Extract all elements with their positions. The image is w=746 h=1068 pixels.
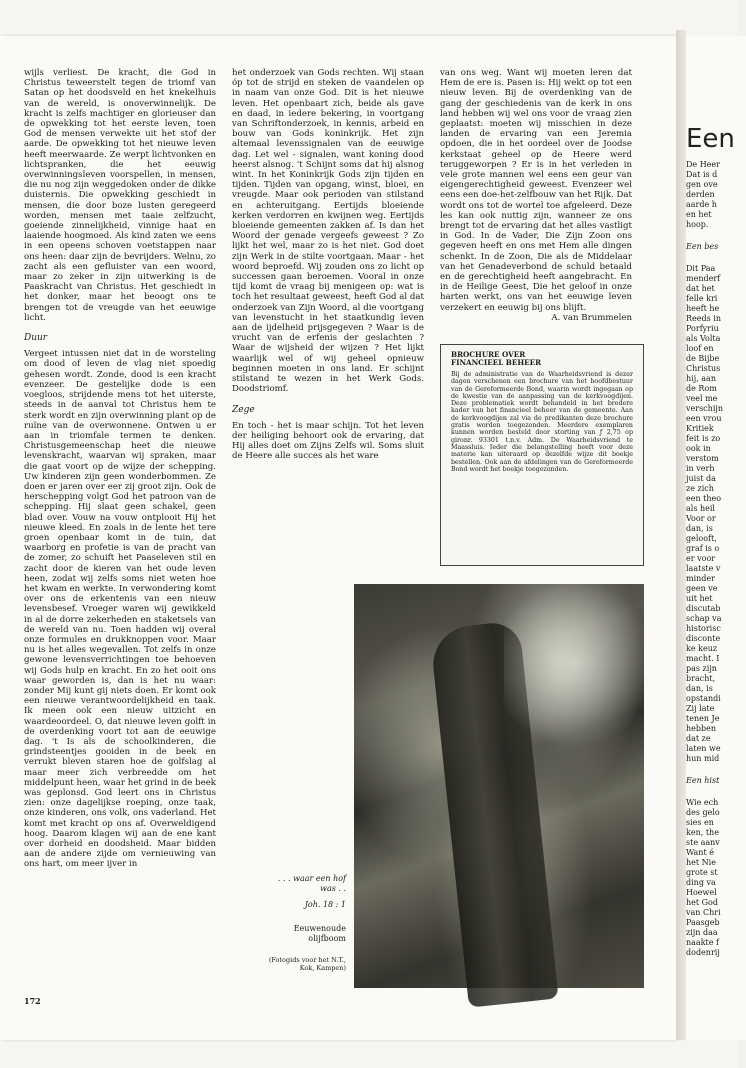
right-line: des gelo bbox=[686, 808, 720, 817]
right-line: Wie ech bbox=[686, 798, 719, 807]
right-line: historisc bbox=[686, 624, 721, 633]
right-line: en het bbox=[686, 210, 712, 219]
right-line: dat het bbox=[686, 284, 715, 293]
photo-credit: (Fotogids voor het N.T., Kok, Kampen) bbox=[268, 956, 346, 972]
article-author: A. van Brummelen bbox=[551, 312, 632, 323]
section-heading-zege: Zege bbox=[232, 404, 255, 415]
right-line: uit het bbox=[686, 594, 713, 603]
right-line: ook in bbox=[686, 444, 711, 453]
column-1 bbox=[24, 68, 216, 870]
right-line: als heil bbox=[686, 504, 715, 513]
right-subheading: Een hist bbox=[686, 776, 720, 785]
right-line: veel me bbox=[686, 394, 718, 403]
right-line: laten we bbox=[686, 744, 721, 753]
right-line: in verh bbox=[686, 464, 715, 473]
notice-title bbox=[451, 351, 633, 367]
right-line: Zij late bbox=[686, 704, 715, 713]
right-line: loof en bbox=[686, 344, 714, 353]
right-line: hoop. bbox=[686, 220, 709, 229]
right-line: aarde h bbox=[686, 200, 717, 209]
foliage-shape bbox=[504, 584, 644, 784]
right-line: dan, is bbox=[686, 524, 713, 533]
right-line: als Volta bbox=[686, 334, 721, 343]
right-line: Christus bbox=[686, 364, 721, 373]
right-line: discutab bbox=[686, 604, 721, 613]
right-line: gen ove bbox=[686, 180, 718, 189]
right-gap bbox=[686, 230, 738, 242]
right-subheading: Een bes bbox=[686, 242, 719, 251]
right-line: Voor or bbox=[686, 514, 716, 523]
photo-caption bbox=[254, 874, 346, 972]
right-line: verschijn bbox=[686, 404, 724, 413]
right-line: De Heer bbox=[686, 160, 720, 169]
right-line: juist da bbox=[686, 474, 716, 483]
right-line: geen ve bbox=[686, 584, 718, 593]
right-line: heeft he bbox=[686, 304, 720, 313]
right-line: hij, aan bbox=[686, 374, 716, 383]
right-line: pas zijn bbox=[686, 664, 717, 673]
right-line: Reeds in bbox=[686, 314, 721, 323]
right-line: minder bbox=[686, 574, 715, 583]
col2-paragraph-2: En toch - het is maar schijn. Tot het leven der heiliging behoort ook de ervaring, dat Hij alles doet om Zijns Zelfs wil. Soms sluit de Heere alle succes als het ware bbox=[232, 420, 424, 462]
caption-reference: Joh. 18 : 1 bbox=[304, 900, 346, 909]
column-2 bbox=[232, 68, 424, 548]
right-line: dat ze bbox=[686, 734, 711, 743]
right-line: schap va bbox=[686, 614, 722, 623]
page-number: 172 bbox=[24, 996, 41, 1006]
right-line: ze zich bbox=[686, 484, 714, 493]
right-line: grote st bbox=[686, 868, 718, 877]
right-gap bbox=[686, 252, 738, 264]
caption-label-2: olijfboom bbox=[308, 934, 346, 943]
right-line: hebben bbox=[686, 724, 717, 733]
right-line: verstom bbox=[686, 454, 719, 463]
right-line: Dit Paa bbox=[686, 264, 716, 273]
right-line: een theo bbox=[686, 494, 722, 503]
right-line: felle kri bbox=[686, 294, 718, 303]
notice-title-line-2: FINANCIEEL BEHEER bbox=[451, 358, 542, 367]
right-gap bbox=[686, 786, 738, 798]
right-line: Paasgeb bbox=[686, 918, 720, 927]
right-line: ste aanv bbox=[686, 838, 720, 847]
right-line: ding va bbox=[686, 878, 716, 887]
right-line: macht. I bbox=[686, 654, 720, 663]
right-line: naakte f bbox=[686, 938, 719, 947]
column-3 bbox=[440, 68, 632, 344]
right-line: zijn daa bbox=[686, 928, 718, 937]
right-line: feit is zo bbox=[686, 434, 721, 443]
right-line: een vrou bbox=[686, 414, 722, 423]
book-gutter bbox=[676, 30, 686, 1040]
right-line: er voor bbox=[686, 554, 716, 563]
caption-quote-line-1: . . . waar een hof bbox=[277, 874, 346, 883]
right-line: dodenrij bbox=[686, 948, 720, 957]
right-gap bbox=[686, 764, 738, 776]
brochure-notice-box bbox=[440, 344, 644, 566]
right-line: ke keuz bbox=[686, 644, 718, 653]
caption-label-1: Eeuwenoude bbox=[293, 924, 346, 933]
right-line: dan, is bbox=[686, 684, 713, 693]
col3-paragraph-1: van ons weg. Want wij moeten leren dat Hem de ere is. Pasen is: Hij wekt op tot een nieuw leven. Bij de overdenking van de gang der geschiedenis van de kerk in ons land hebben wij wel ons voor de vraag zien geplaatst: moeten wij misschien in deze landen de ervaring van een Jeremia opdoen, die in het oordeel over de Joodse kerkstaat geheel op de Heere werd teruggeworpen ? Er is in het verleden in vele grote mannen wel eens een geur van eigengerechtigheid geweest. Evenzeer wel eens een doe-het-zelfbouw van het Rijk. Dat wordt ons tot de wortel toe afgeleerd. Deze les kan ook nuttig zijn, wanneer ze ons brengt tot de ervaring dat het alles vastligt in God. In de Vader, Die Zijn Zoon ons gegeven heeft en ons met Hem alle dingen schenkt. In de Zoon, Die als de Middelaar van het Genadeverbond de schuld betaald en de gerechtigheid heeft aangebracht. En in de Heilige Geest, Die het geloof in onze harten werkt, ons van het eeuwige leven verzekert en eeuwig bij ons blijft. bbox=[440, 68, 632, 313]
right-line: van Chri bbox=[686, 908, 721, 917]
right-line: ken, the bbox=[686, 828, 719, 837]
col1-paragraph-1: wijls verliest. De kracht, die God in Christus teweerstelt tegen de triomf van Satan op het doodsveld en het knekelhuis van de wereld, is onoverwinnelijk. De kracht is zelfs machtiger en glorieuser dan de opwekking tot het eerste leven, toen God de mensen verwekte uit het stof der aarde. De opwekking tot het nieuwe leven heeft meerwaarde. Ze werpt lichtvonken en lichtspranken, die het eeuwig overwinningsleven voorspellen, in mensen, die nu nog zijn weggedoken onder de dikke duisternis. Die opwekking geschiedt in mensen, die door boze lusten geregeerd worden, mensen met taaie zelfzucht, goeiende zinnelijkheid, vinnige haat en laaiende hoogmoed. Als kind zaten we eens in een opeens schoven voetstappen naar ons heen: daar zijn de bevrijders. Welnu, zo zacht als een gefluister van een woord, maar zo zeker in zijn uitwerking is de Paaskracht van Christus. Het geschiedt in het donker, maar het beoogt ons te brengen tot de vreugde van het eeuwige licht. bbox=[24, 68, 216, 323]
right-line: Want é bbox=[686, 848, 714, 857]
notice-body: Bij de administratie van de Waarheidsvriend is dezer dagen verschenen een brochure van het hoofdbestuur van de Gereformeerde Bond, waarin wordt ingegaan op de kwestie van de aanpassing van de kerkvoogdijen. Deze problematiek wordt behandeld in het bredere kader van het financieel beheer van de gemeente. Aan de kerkvoogdijen zal via de predikanten deze brochure gratis worden toegezonden. Meerdere exemplaren kunnen worden besteld door storting van ƒ 2,75 op gironr. 93301 t.n.v. Adm. De Waarheidsvriend te Maassluis. Ieder die belangstelling heeft voor deze materie kan uiteraard op dezelfde wijze dit boekje bestellen. Ook aan de afdelingen van de Gereformeerde Bond wordt het boekje toegezonden. bbox=[451, 371, 633, 473]
right-line: hun mid bbox=[686, 754, 720, 763]
right-line: het God bbox=[686, 898, 718, 907]
right-line: de Rom bbox=[686, 384, 717, 393]
right-line: graf is o bbox=[686, 544, 720, 553]
right-line: Hoewel bbox=[686, 888, 717, 897]
right-line: bracht, bbox=[686, 674, 716, 683]
right-line: Porfyriu bbox=[686, 324, 719, 333]
caption-quote-line-2: was . . bbox=[320, 884, 346, 893]
right-line: opstandi bbox=[686, 694, 721, 703]
right-line: laatste v bbox=[686, 564, 721, 573]
right-line: derden bbox=[686, 190, 715, 199]
right-line: Dat is d bbox=[686, 170, 718, 179]
right-line: menderf bbox=[686, 274, 721, 283]
col1-paragraph-2: Vergeet intussen niet dat in de worsteling om dood of leven de vlag niet spoedig gehesen wordt. Zonde, dood is een kracht evenzeer. De gestelijke dode is een voegloos, strijdende mens tot het uiterste, steeds in de aanval tot Christus hem te sterk wordt en zijn overwinning plant op de ruïne van de overwonnene. Ontwen u er aan in triomfale termen te denken. Christusgemeenschap heet die nieuwe levenskracht, waarvan wij spraken, maar die gaat voort op de wijze der schepping. Uw kinderen zijn geen wonderbommen. Ze doen er jaren over eer zij groot zijn. Ook de herschepping volgt God het patroon van de schepping. Hij slaat geen schakel, geen blad over. Vouw na vouw ontplooit Hij het nieuwe kleed. En zoals in de lente het tere groen openbaar komt in de tuin, dat waarborg en profetie is van de pracht van de zomer, zo schuift het Paaseleven stil en zacht door de kieren van het oude leven heen, zodat wij zelfs soms niet weten hoe het kwam en werkte. In verwondering komt over ons de erkentenis van een nieuw levensbesef. Vroeger waren wij gewikkeld in al de dorre zekerheden en staketsels van de wereld van nu. Toen hadden wij overal onze formules en drukknoppen voor. Maar nu is het alles wegevallen. Tot zelfs in onze gewone levensverrichtingen toe behoeven wij Gods hulp en kracht. En zo het ooit ons waar geworden is, dan is het nu waar: zonder Mij kunt gij niets doen. Er komt ook een nieuwe verantwoordelijkheid en taak. Ik meen ook een nieuw uitzicht en waardeoordeel. O, dat nieuwe leven golft in de overdenking voort tot aan de eeuwige dag. 't Is als de schoolkinderen, die grindsteentjes gooiden in de beek en verrukt bleven staren hoe de golfslag al maar meer zich verbreedde om het middelpunt heen, waar het grind in de beek was geplonsd. God leert ons in Christus zien: onze dagelijkse roeping, onze taak, onze kinderen, ons volk, ons vaderland. Het komt met kracht op ons af. Overweldigend hoog. Daarom klagen wij aan de ene kant over dorheid en doodsheid. Maar bidden aan de andere zijde om vernieuwing van ons hart, om meer ijver in bbox=[24, 349, 216, 870]
olive-tree-photo bbox=[354, 584, 644, 988]
right-line: tenen Je bbox=[686, 714, 720, 723]
col2-paragraph-1: het onderzoek van Gods rechten. Wij staan óp tot de strijd en steken de vaandelen op in naam van onze God. Dit is het nieuwe leven. Het openbaart zich, beide als gave en daad, in iedere bekering, in voortgang van Schriftonderzoek, in kennis, arbeid en bouw van Gods koninkrijk. Het zijn altemaal levenssignalen van de eeuwige dag. Let wel - signalen, want koning dood heerst alsnog. 't Schijnt soms dat hij alsnog wint. In het Koninkrijk Gods zijn tijden en tijden. Tijden van opgang, winst, bloei, en vreugde. Maar ook perioden van stilstand en achteruitgang. Eertijds bloeiende kerken verdorren en kwijnen weg. Eertijds bloeiende gemeenten zakken af. Is dan het Woord der genade vergeefs geweest ? Zo lijkt het wel, maar zo is het niet. God doet zijn Werk in de stilte voortgaan. Maar - het woord beproefd. Wij zouden ons zo licht op successen gaan beroemen. Vooral in onze tijd komt de vraag bij menigeen op: wat is toch het resultaat geweest, heeft God al dat onderzoek van Zijn Woord, al die voortgang van levenstucht in het staatkundig leven aan de ijdelheid prijsgegeven ? Waar is de vrucht van de erfenis der geslachten ? Waar de wijsheid der wijzen ? Het lijkt waarlijk wel of wij geheel opnieuw beginnen moeten in ons land. Er schijnt stilstand te wezen in het Werk Gods. Doodstriomf. bbox=[232, 68, 424, 395]
right-line: gelooft, bbox=[686, 534, 717, 543]
right-line: disconte bbox=[686, 634, 721, 643]
right-line: het Nie bbox=[686, 858, 716, 867]
notice-title-line-1: BROCHURE OVER bbox=[451, 350, 526, 359]
right-line: de Bijbe bbox=[686, 354, 720, 363]
right-page-column bbox=[686, 160, 738, 980]
right-page-title: Een bbox=[686, 124, 735, 154]
section-heading-duur: Duur bbox=[24, 333, 48, 344]
right-line: Kritiek bbox=[686, 424, 714, 433]
right-line: sies en bbox=[686, 818, 714, 827]
